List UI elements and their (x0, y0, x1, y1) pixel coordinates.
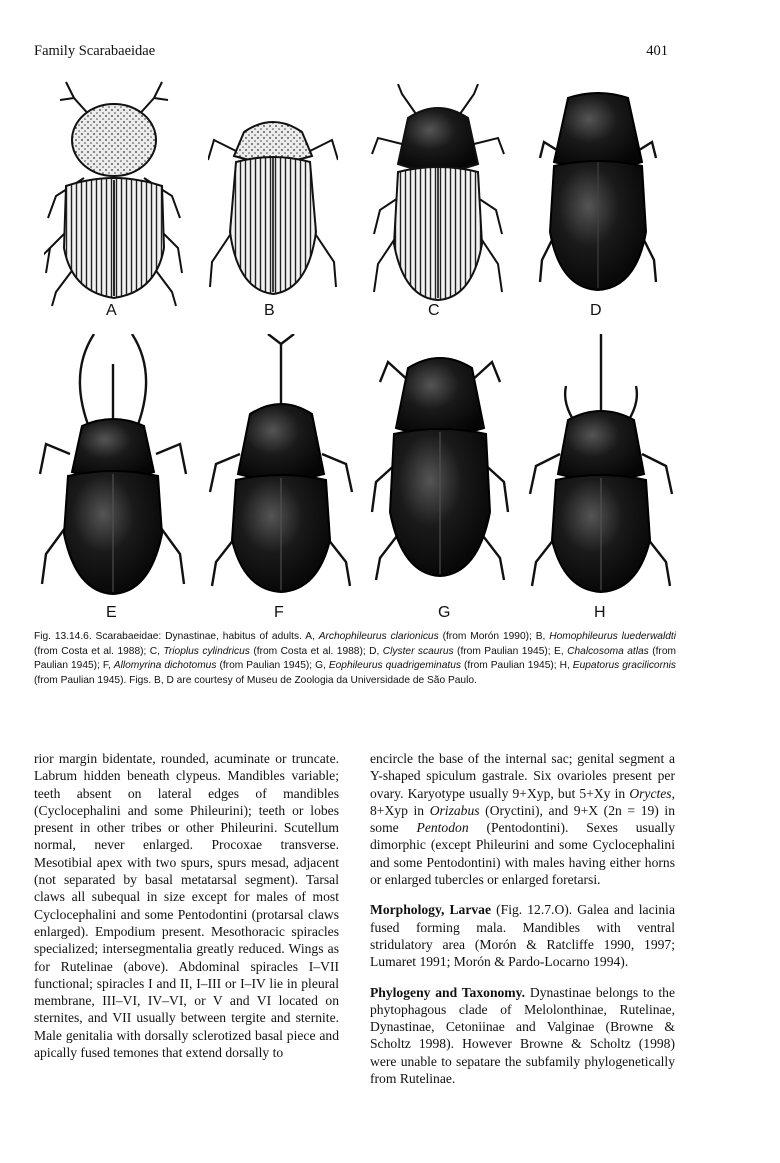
beetle-dark-icon (538, 92, 658, 292)
beetle-dark-icon (370, 342, 510, 582)
beetle-b-illustration (208, 112, 338, 302)
panel-label-h: H (594, 604, 606, 621)
panel-label-b: B (264, 302, 275, 319)
beetle-g-illustration (370, 342, 510, 582)
beetle-h-illustration (526, 334, 676, 596)
panel-label-g: G (438, 604, 451, 621)
body-column-right (370, 750, 675, 1087)
panel-label-a: A (106, 302, 117, 319)
section-heading: Phylogeny and Taxonomy. (370, 984, 526, 1000)
beetle-striate-icon (208, 112, 338, 302)
section-larvae: Morphology, Larvae (Fig. 12.7.O). Galea and lacinia fused forming mala. Mandibles with ventral stridulatory area (Morón & Ratcliffe 1990, 1997; Lumaret 1991; Morón & Pardo-Locarno 1994). (370, 902, 675, 970)
beetle-horned-icon (206, 334, 356, 596)
beetle-e-illustration (38, 334, 188, 596)
beetle-striate-icon (368, 84, 508, 304)
panel-label-f: F (274, 604, 284, 621)
figure-caption: Fig. 13.14.6. Scarabaeidae: Dynastinae, habitus of adults. A, Archophileurus clarionicus (from Morón 1990); B, Homophileurus luederwaldti (from Costa et al. 1988); C, Trioplus cylindricus (from Costa et al. 1988); D, Clyster scaurus (from Paulian 1945); E, Chalcosoma atlas (from Paulian 1945); F, Allomyrina dichotomus (from Paulian 1945); G, Eophileurus quadrigeminatus (from Paulian 1945); H, Eupatorus gracilicornis (from Paulian 1945). Figs. B, D are courtesy of Museu de Zoologia da Universidade de São Paulo. (34, 631, 677, 686)
page-number: 401 (646, 43, 668, 59)
beetle-horned-icon (38, 334, 188, 596)
section-heading: Morphology, Larvae (370, 902, 492, 918)
body-paragraph: encircle the base of the internal sac; genital segment a Y-shaped spiculum gastrale. Six ovarioles present per ovary. Karyotype usually 9+Xyp, but 5+Xy in Oryctes, 8+Xyp in Orizabus (Oryctini), and 9+X (2n = 19) in some Pentodon (Pentodontini). Sexes usually dimorphic (except Phileurini and some Cyclocephalini and some Pentodontini) with males having either horns or enlarged tubercles or enlarged foretarsi. (370, 751, 675, 888)
beetle-c-illustration (368, 84, 508, 304)
beetle-d-illustration (538, 92, 658, 292)
beetle-figure (30, 72, 680, 630)
panel-label-d: D (590, 302, 602, 319)
panel-label-c: C (428, 302, 440, 319)
panel-label-e: E (106, 604, 117, 621)
beetle-a-illustration (44, 78, 184, 308)
body-column-left (34, 750, 339, 1061)
body-paragraph: rior margin bidentate, rounded, acuminate or truncate. Labrum hidden beneath clypeus. Mandibles variable; teeth absent on lateral edges of mandibles (Cyclocephalini and some Phileurini); teeth or lobes present in other tribes or other Phileurini. Scutellum normal, never enlarged. Procoxae transverse. Mesotibial apex with two spurs, spurs mesad, adjacent (not separated by basal metatarsal segment). Tarsal claws all subequal in size except for males of most Cyclocephalini and some Pentodontini (protarsal claws enlarged). Empodium present. Mesothoracic spiracles specialized; intersegmentalia greatly reduced. Wings as for Rutelinae (above). Abdominal spiracles I–VII functional; spiracles I and II, I–III or I–IV lie in pleural membrane, III–VI, IV–VI, or V and VI located on sternites, and VII usually between tergite and sternite. Male genitalia with dorsally sclerotized basal piece and apically fused temones that extend dorsally to (34, 751, 339, 1061)
section-phylogeny: Phylogeny and Taxonomy. Dynastinae belongs to the phytophagous clade of Melolonthinae, Rutelinae, Dynastinae, Cetoniinae and Valginae (Browne & Scholtz 1998). However Browne & Scholtz (1998) were unable to sepatare the subfamily phylogenetically from Rutelinae. (370, 984, 675, 1087)
beetle-horned-icon (526, 334, 676, 596)
running-header: Family Scarabaeidae (34, 43, 156, 59)
beetle-hairy-icon (44, 78, 184, 308)
beetle-f-illustration (206, 334, 356, 596)
